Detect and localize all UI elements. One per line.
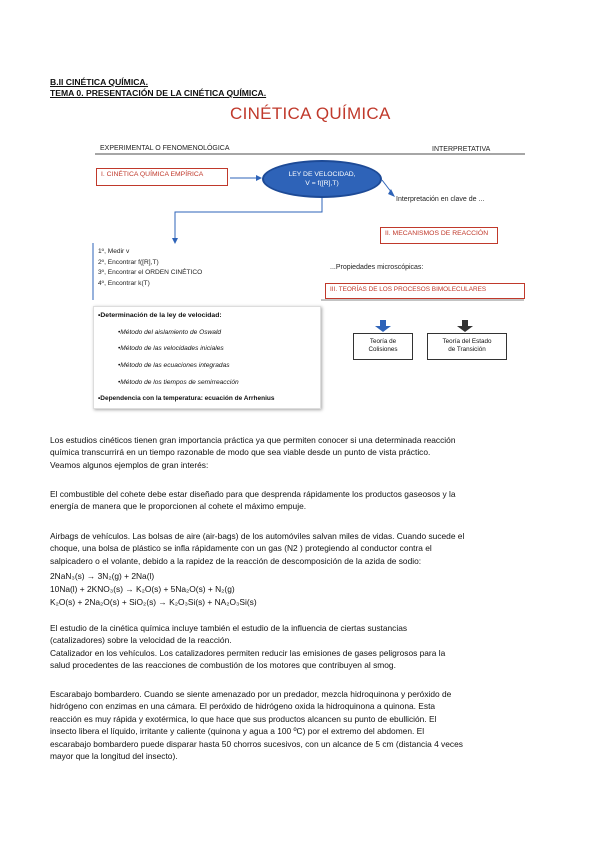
theory1-line1: Teoría de [369,338,397,345]
text-line: Los estudios cinéticos tienen gran importancia práctica ya que permiten conocer si una determinada reacción [50,435,456,445]
micro-properties: ...Propiedades microscópicas: [330,264,424,271]
text-line: Veamos algunos ejemplos de gran interés: [50,459,209,470]
theory-transition-box [427,333,507,360]
determination-box [93,306,321,409]
determination-title: •Determinación de la ley de velocidad: [98,312,222,319]
arrow-law-to-steps [175,198,322,238]
text-line: hidrógeno con enzimas en una cámara. El peróxido de hidrógeno oxida la hidroquinona a quinona. Esta [50,701,436,712]
paragraph-beetle [50,688,545,762]
arrowhead-collision [375,326,391,332]
interpretative-label: INTERPRETATIVA [432,146,491,153]
section-heading: B.II CINÉTICA QUÍMICA. [50,77,149,87]
theory1-line2: Colisiones [368,346,398,353]
step-item: 4º, Encontrar k(T) [98,279,150,287]
theory2-line2: de Transición [448,346,486,353]
arrow-collision-body [380,320,386,326]
text-line: El estudio de la cinética química incluye también el estudio de la influencia de ciertas sustancias [50,623,408,633]
equation-3: K₂O(s) + 2Na₂O(s) + SiO₂(s) → K₂O₃Si(s) + NA₂O₃Si(s) [50,597,257,607]
box-empirical: I. CINÉTICA QUÍMICA EMPÍRICA [96,168,228,186]
text-line: (catalizadores) sobre la velocidad de la reacción. [50,635,232,646]
theory-collisions-box [353,333,413,360]
paragraph-intro [50,434,545,471]
steps-list [98,247,202,289]
equation-2: 10Na(l) + 2KNO₃(s) → K₂O(s) + 5Na₂O(s) + N₂(g) [50,584,235,594]
topic-heading: TEMA 0. PRESENTACIÓN DE LA CINÉTICA QUÍMICA. [50,88,267,98]
method-item: •Método de las velocidades iniciales [118,345,224,352]
box-theories: III. TEORÍAS DE LOS PROCESOS BIMOLECULARES [325,283,525,299]
text-line: Airbags de vehículos. Las bolsas de aire (air-bags) de los automóviles salvan miles de vidas. Cuando sucede el [50,531,465,541]
ellipse-line2: V = f([R],T) [305,180,339,187]
step-item: 1º, Medir v [98,248,130,255]
text-line: mayor que la longitud del insecto). [50,751,178,762]
arrow-transition-body [462,320,468,326]
diagram-title: CINÉTICA QUÍMICA [230,104,391,123]
text-line: Escarabajo bombardero. Cuando se siente amenazado por un predador, mezcla hidroquinona y peróxido de [50,689,452,699]
box-mechanisms: II. MECANISMOS DE REACCIÓN [380,227,498,244]
text-line: salpicadero o el volante, debido a la rapidez de la reacción de descomposición de la azida de sodio: [50,555,422,566]
paragraph-rocket [50,488,545,513]
step-item: 3º, Encontrar el ORDEN CINÉTICO [98,269,203,276]
ellipse-line1: LEY DE VELOCIDAD, [288,171,356,178]
text-line: escarabajo bombardero puede disparar hasta 50 chorros sucesivos, con un alcance de 5 cm (distancia 4 veces [50,738,463,749]
text-line: energía de manera que le proporcionen al cohete el máximo empuje. [50,501,307,512]
text-line: El combustible del cohete debe estar diseñado para que desprenda rápidamente los productos gaseosos y la [50,489,456,499]
method-item: •Método de los tiempos de semirreacción [118,379,239,386]
arrhenius-dependence: •Dependencia con la temperatura: ecuación de Arrhenius [98,395,275,402]
paragraph-vehicle-catalyst [50,647,545,672]
method-item: •Método de las ecuaciones integradas [118,362,230,369]
equation-1: 2NaN₃(s) → 3N₂(g) + 2Na(l) [50,571,155,581]
arrowhead-steps [172,238,178,244]
arrowhead-interpretation [388,189,395,197]
interpretation-text: Interpretación en clave de ... [396,196,485,203]
step-item: 2º, Encontrar f([R],T) [98,258,159,266]
rate-law-ellipse [262,160,382,198]
text-line: insecto libera el líquido, irritante y caliente (quinona y agua a 100 ºC) por el extremo del abdomen. El [50,726,425,737]
method-item: •Método del aislamiento de Oswald [118,329,222,336]
paragraph-catalysts [50,622,545,647]
text-line: choque, una bolsa de plástico se infla rápidamente con un gas (N2 ) protegiendo al conductor contra el [50,543,432,554]
experimental-label: EXPERIMENTAL O FENOMENOLÓGICA [100,145,230,152]
arrowhead-transition [457,326,473,332]
theory2-line1: Teoría del Estado [442,338,492,345]
text-line: salud procedentes de las reacciones de combustión de los motores que contribuyen al smog. [50,660,396,671]
text-line: reacción es muy rápida y exotérmica, lo que hace que sus productos alcancen su punto de ebullición. El [50,713,437,724]
paragraph-airbags [50,530,545,567]
text-line: Catalizador en los vehículos. Los catalizadores permiten reducir las emisiones de gases peligrosos para la [50,648,446,658]
text-line: química transcurrirá en un tiempo razonable de modo que sea viable desde un punto de vista práctico. [50,447,431,458]
